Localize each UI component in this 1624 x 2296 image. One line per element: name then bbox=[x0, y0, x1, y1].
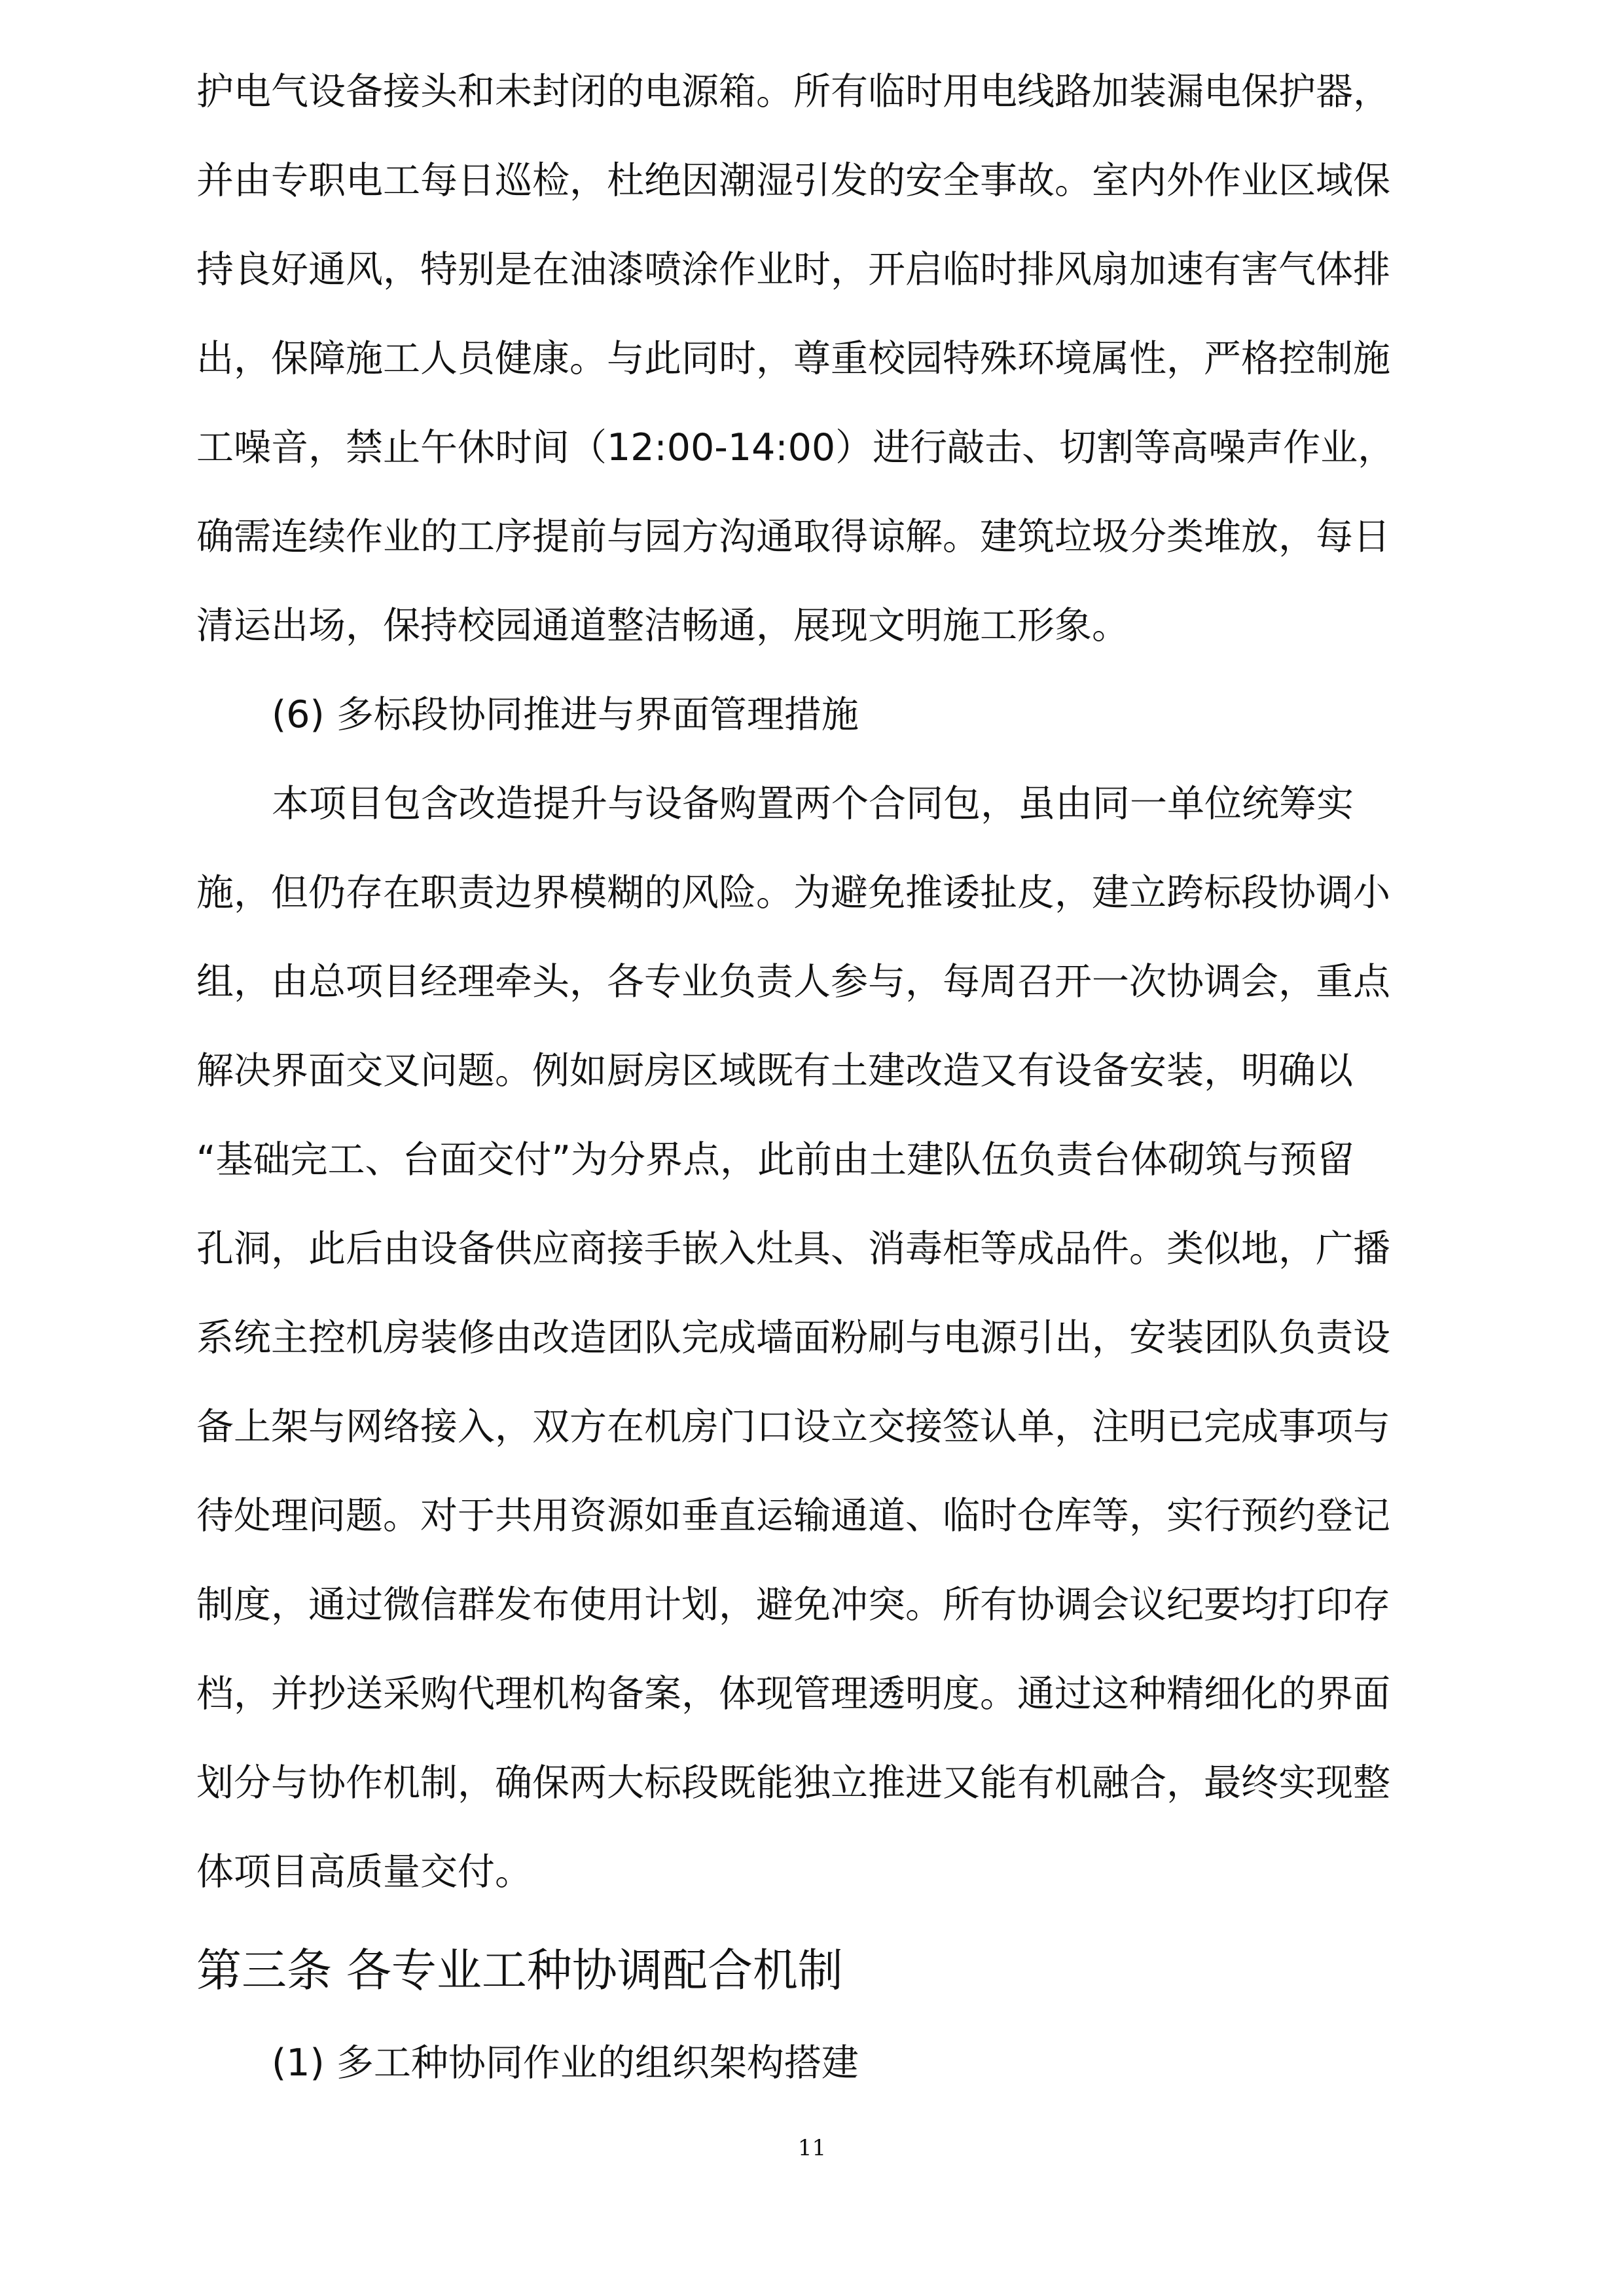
body-text-line: 并由专职电工每日巡检，杜绝因潮湿引发的安全事故。室内外作业区域保 bbox=[196, 159, 1390, 202]
body-text-line: 档，并抄送采购代理机构备案，体现管理透明度。通过这种精细化的界面 bbox=[196, 1672, 1390, 1715]
subheading-6: (6) 多标段协同推进与界面管理措施 bbox=[272, 693, 859, 736]
body-text-line: 体项目高质量交付。 bbox=[196, 1850, 532, 1893]
body-text-line: 孔洞，此后由设备供应商接手嵌入灶具、消毒柜等成品件。类似地，广播 bbox=[196, 1227, 1390, 1270]
body-text-line: 工噪音，禁止午休时间（12:00-14:00）进行敲击、切割等高噪声作业， bbox=[196, 426, 1396, 469]
body-text-line: 组，由总项目经理牵头，各专业负责人参与，每周召开一次协调会，重点 bbox=[196, 960, 1390, 1003]
body-text-line: 护电气设备接头和未封闭的电源箱。所有临时用电线路加装漏电保护器， bbox=[196, 70, 1390, 113]
page-number: 11 bbox=[797, 2135, 827, 2161]
body-text-line: 备上架与网络接入，双方在机房门口设立交接签认单，注明已完成事项与 bbox=[196, 1405, 1390, 1448]
body-text-line: 系统主控机房装修由改造团队完成墙面粉刷与电源引出，安装团队负责设 bbox=[196, 1316, 1390, 1359]
body-text-line: “基础完工、台面交付”为分界点，此前由土建队伍负责台体砌筑与预留 bbox=[196, 1138, 1355, 1181]
body-text-line: 清运出场，保持校园通道整洁畅通，展现文明施工形象。 bbox=[196, 604, 1129, 647]
body-text-line: 解决界面交叉问题。例如厨房区域既有土建改造又有设备安装，明确以 bbox=[196, 1049, 1353, 1092]
body-text-line: 持良好通风，特别是在油漆喷涂作业时，开启临时排风扇加速有害气体排 bbox=[196, 248, 1390, 291]
body-text-line: 出，保障施工人员健康。与此同时，尊重校园特殊环境属性，严格控制施 bbox=[196, 337, 1390, 380]
body-text-line: 确需连续作业的工序提前与园方沟通取得谅解。建筑垃圾分类堆放，每日 bbox=[196, 515, 1390, 558]
section-heading: 第三条 各专业工种协调配合机制 bbox=[196, 1945, 843, 1997]
body-text-line: 施，但仍存在职责边界模糊的风险。为避免推诿扯皮，建立跨标段协调小 bbox=[196, 871, 1390, 914]
body-text-line: 待处理问题。对于共用资源如垂直运输通道、临时仓库等，实行预约登记 bbox=[196, 1494, 1390, 1537]
body-text-line: 本项目包含改造提升与设备购置两个合同包，虽由同一单位统筹实 bbox=[272, 782, 1354, 825]
body-text-line: 制度，通过微信群发布使用计划，避免冲突。所有协调会议纪要均打印存 bbox=[196, 1583, 1390, 1626]
body-text-line: 划分与协作机制，确保两大标段既能独立推进又能有机融合，最终实现整 bbox=[196, 1761, 1390, 1804]
subheading-1: (1) 多工种协同作业的组织架构搭建 bbox=[272, 2041, 859, 2085]
